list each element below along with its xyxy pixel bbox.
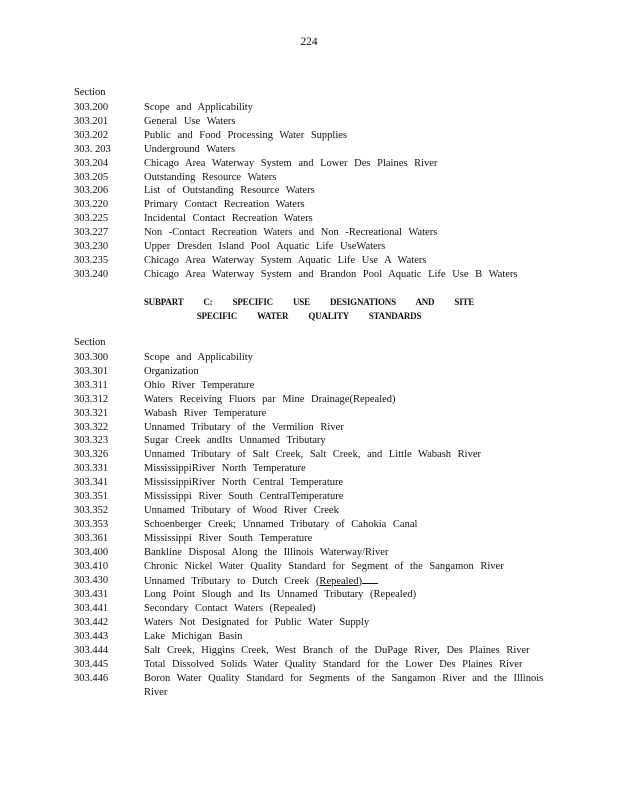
section-title: Wabash River Temperature — [144, 407, 267, 419]
section-entry — [74, 254, 544, 268]
section-number: 303.200 — [74, 102, 109, 113]
section-title: Scope and Applicability — [144, 352, 253, 363]
section-list-2 — [74, 351, 544, 700]
section-title: MississippiRiver North Central Temperature — [144, 477, 344, 489]
section-title: Primary Contact Recreation Waters — [144, 199, 305, 211]
section-number: 303.205 — [74, 171, 109, 183]
section-title: Organization — [144, 365, 199, 377]
section-list-1 — [74, 101, 544, 282]
section-number: 303.341 — [74, 477, 109, 489]
section-title: Total Dissolved Solids Water Quality Standard for the Lower Des Plaines River — [144, 658, 523, 670]
section-number: 303.446 — [74, 672, 109, 684]
section-entry — [74, 143, 544, 157]
section-entry — [74, 560, 544, 574]
section-entry — [74, 212, 544, 226]
section-entry — [74, 351, 544, 365]
section-number: 303.235 — [74, 254, 109, 266]
section-title: Waters Receiving Fluors par Mine Drainage(Repealed) — [144, 393, 396, 405]
section-title: Chicago Area Waterway System Aquatic Life Use A Waters — [144, 254, 427, 266]
section-entry — [74, 644, 544, 658]
section-title: Ohio River Temperature — [144, 379, 255, 391]
section-entry — [74, 240, 544, 254]
section-title: Mississippi River South Temperature — [144, 532, 313, 544]
repealed-marker: (Repealed) — [315, 575, 362, 587]
section-entry — [74, 421, 544, 435]
section-title: General Use Waters — [144, 115, 236, 127]
section-entry — [74, 616, 544, 630]
section-entry — [74, 476, 544, 490]
section-number: 303.240 — [74, 268, 109, 280]
section-title: Chicago Area Waterway System and Lower Des Plaines River — [144, 157, 438, 169]
section-number: 303.202 — [74, 129, 109, 141]
section-entry — [74, 184, 544, 198]
section-title: Unnamed Tributary of Salt Creek, Salt Creek, and Little Wabash River — [144, 449, 481, 461]
section-title: Unnamed Tributary of the Vermilion River — [144, 421, 344, 433]
section-title: Lake Michigan Basin — [144, 631, 243, 643]
section-number: 303.410 — [74, 560, 109, 572]
section-entry — [74, 129, 544, 143]
section-title: Scope and Applicability — [144, 102, 253, 113]
section-heading-2: Section — [74, 337, 106, 348]
section-entry — [74, 490, 544, 504]
section-entry — [74, 630, 544, 644]
section-title: Chronic Nickel Water Quality Standard for Segment of the Sangamon River — [144, 560, 504, 572]
section-title: Mississippi River South CentralTemperature — [144, 491, 344, 503]
section-entry — [74, 115, 544, 129]
section-number: 303.443 — [74, 631, 109, 643]
section-number: 303.326 — [74, 449, 109, 461]
section-entry — [74, 574, 544, 589]
section-number: 303.400 — [74, 546, 109, 558]
section-entry — [74, 171, 544, 185]
section-number: 303.311 — [74, 379, 108, 391]
section-heading-1: Section — [74, 87, 106, 98]
section-entry — [74, 226, 544, 240]
section-title: Waters Not Designated for Public Water Supply — [144, 617, 370, 629]
section-entry — [74, 393, 544, 407]
section-entry — [74, 268, 544, 282]
section-number: 303.441 — [74, 603, 109, 615]
section-entry — [74, 546, 544, 560]
underline-rule — [362, 574, 378, 584]
section-entry — [74, 101, 544, 115]
section-number: 303.444 — [74, 645, 109, 657]
section-title: List of Outstanding Resource Waters — [144, 185, 315, 197]
section-number: 303.331 — [74, 463, 109, 475]
section-number: 303.201 — [74, 115, 109, 127]
section-entry — [74, 588, 544, 602]
page-number: 224 — [300, 36, 318, 48]
section-number: 303.430 — [74, 574, 109, 586]
section-title: Secondary Contact Waters (Repealed) — [144, 603, 316, 615]
section-title-main: Unnamed Tributary to Dutch Creek — [144, 575, 316, 587]
section-number: 303.206 — [74, 185, 109, 197]
section-number: 303.445 — [74, 658, 109, 670]
section-number: 303.361 — [74, 532, 109, 544]
section-title: Boron Water Quality Standard for Segments of the Sangamon River and the Illinois River — [144, 672, 544, 698]
section-title: Underground Waters — [144, 143, 236, 155]
section-entry — [74, 448, 544, 462]
section-title: Public and Food Processing Water Supplies — [144, 129, 347, 141]
section-number: 303.312 — [74, 393, 109, 405]
section-entry — [74, 658, 544, 672]
section-title: Non -Contact Recreation Waters and Non -Recreational Waters — [144, 227, 438, 239]
section-number: 303.204 — [74, 157, 109, 169]
section-title: Bankline Disposal Along the Illinois Waterway/River — [144, 546, 389, 558]
section-title: Schoenberger Creek; Unnamed Tributary of Cahokia Canal — [144, 518, 418, 530]
section-title: Outstanding Resource Waters — [144, 171, 277, 183]
section-title: Unnamed Tributary of Wood River Creek — [144, 504, 339, 516]
section-number: 303.351 — [74, 491, 109, 503]
section-number: 303.442 — [74, 617, 109, 629]
section-entry — [74, 379, 544, 393]
section-number: 303.323 — [74, 435, 109, 447]
section-entry — [74, 407, 544, 421]
section-number: 303.220 — [74, 199, 109, 211]
section-entry — [74, 198, 544, 212]
section-title: Incidental Contact Recreation Waters — [144, 213, 313, 225]
section-title: MississippiRiver North Temperature — [144, 463, 306, 475]
section-title: Chicago Area Waterway System and Brandon Pool Aquatic Life Use B Waters — [144, 268, 518, 280]
section-entry — [74, 602, 544, 616]
section-entry — [74, 504, 544, 518]
subpart-heading-line-1: SUBPART C: SPECIFIC USE DESIGNATIONS AND SITE — [143, 297, 475, 307]
section-title: Salt Creek, Higgins Creek, West Branch of the DuPage River, Des Plaines River — [144, 645, 530, 657]
section-number: 303.353 — [74, 518, 109, 530]
section-title: Long Point Slough and Its Unnamed Tributary (Repealed) — [144, 589, 417, 601]
section-number: 303.301 — [74, 365, 109, 377]
section-title: Sugar Creek andIts Unnamed Tributary — [144, 435, 326, 447]
section-number: 303.230 — [74, 241, 109, 253]
section-number: 303. 203 — [74, 143, 111, 155]
section-number: 303.300 — [74, 352, 109, 363]
section-number: 303.352 — [74, 504, 109, 516]
section-entry — [74, 434, 544, 448]
section-title — [144, 574, 544, 589]
section-entry — [74, 365, 544, 379]
section-number: 303.431 — [74, 589, 109, 601]
subpart-heading-line-2: SPECIFIC WATER QUALITY STANDARDS — [196, 311, 422, 321]
section-number: 303.321 — [74, 407, 109, 419]
section-entry — [74, 518, 544, 532]
section-title: Upper Dresden Island Pool Aquatic Life UseWaters — [144, 241, 386, 253]
section-number: 303.225 — [74, 213, 109, 225]
section-entry — [74, 157, 544, 171]
section-number: 303.322 — [74, 421, 109, 433]
section-entry — [74, 462, 544, 476]
section-entry — [74, 532, 544, 546]
section-number: 303.227 — [74, 227, 109, 239]
section-entry — [74, 672, 544, 700]
